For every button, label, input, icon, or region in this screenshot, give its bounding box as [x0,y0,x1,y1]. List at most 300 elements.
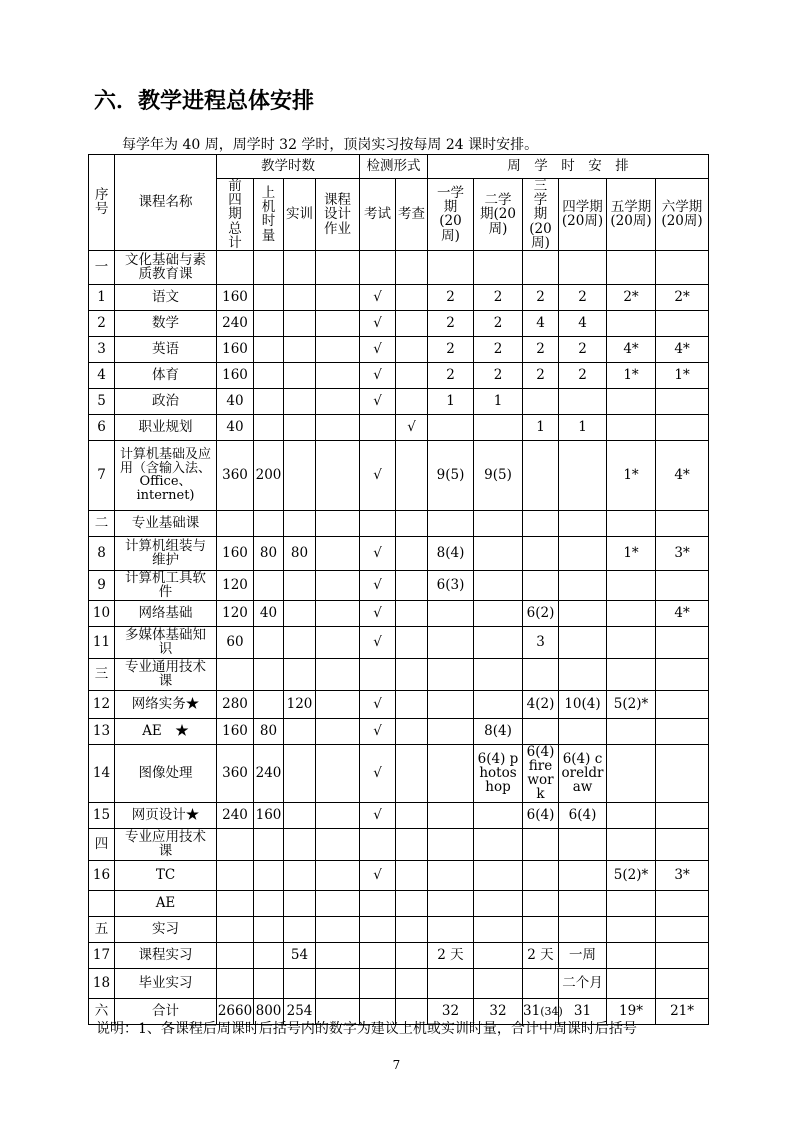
header-teaching-hours: 教学时数 [217,155,360,179]
cell-course-name: TC [115,860,217,890]
cell-value: 4 [523,310,559,336]
cell-value [474,658,523,690]
cell-value [284,744,316,802]
cell-course-name: 合计 [115,998,217,1024]
cell-value: 5(2)* [607,690,656,718]
cell-course-name: 图像处理 [115,744,217,802]
cell-value [396,336,428,362]
cell-value [254,968,284,998]
cell-seq: 二 [89,510,115,536]
cell-course-name: 体育 [115,362,217,388]
table-row [89,626,709,658]
cell-value [396,310,428,336]
cell-value [396,570,428,600]
cell-value [428,860,474,890]
cell-value [428,600,474,626]
cell-value: √ [396,414,428,440]
cell-value [428,510,474,536]
cell-value [396,718,428,744]
cell-value [284,440,316,510]
cell-value: √ [360,284,396,310]
cell-value [360,828,396,860]
cell-value: 6(2) [523,600,559,626]
cell-value [316,690,360,718]
cell-value [523,536,559,570]
cell-seq [89,890,115,916]
cell-value [428,802,474,828]
cell-value [396,828,428,860]
cell-course-name: 毕业实习 [115,968,217,998]
cell-value: 40 [217,414,254,440]
cell-value [217,250,254,284]
cell-value [656,510,709,536]
cell-value [396,284,428,310]
cell-value: 4(2) [523,690,559,718]
cell-value: 360 [217,440,254,510]
cell-value: √ [360,860,396,890]
cell-value: 240 [217,310,254,336]
cell-value [559,916,607,942]
cell-course-name: 专业通用技术课 [115,658,217,690]
cell-value [428,690,474,718]
cell-value [607,744,656,802]
cell-value [656,828,709,860]
cell-value [607,510,656,536]
cell-value [254,916,284,942]
cell-value: 3* [656,860,709,890]
cell-value: 160 [217,362,254,388]
cell-value [284,860,316,890]
cell-value [360,942,396,968]
cell-value [607,968,656,998]
cell-value [607,658,656,690]
cell-value [428,744,474,802]
cell-value [316,942,360,968]
cell-value [254,890,284,916]
table-row [89,336,709,362]
table-row [89,942,709,968]
cell-seq: 2 [89,310,115,336]
cell-value [523,718,559,744]
cell-value: 40 [254,600,284,626]
cell-value: 9(5) [428,440,474,510]
cell-value [523,570,559,600]
table-row [89,860,709,890]
cell-course-name: 英语 [115,336,217,362]
cell-value [607,802,656,828]
header-exam-form: 检测形式 [360,155,428,179]
cell-course-name: 课程实习 [115,942,217,968]
cell-value: 360 [217,744,254,802]
cell-value: 2 [428,284,474,310]
cell-value [316,284,360,310]
cell-seq: 6 [89,414,115,440]
cell-value [316,510,360,536]
cell-seq: 3 [89,336,115,362]
cell-value: 6(4) firework [523,744,559,802]
cell-value [559,658,607,690]
cell-value: 4* [656,336,709,362]
table-row [89,690,709,718]
header-practice: 实训 [284,179,316,251]
cell-value [284,310,316,336]
cell-value [474,600,523,626]
cell-value [656,718,709,744]
cell-value [396,250,428,284]
cell-value [316,600,360,626]
header-weekly-hours: 周 学 时 安 排 [428,155,709,179]
cell-value [316,250,360,284]
cell-value [316,440,360,510]
cell-value: 254 [284,998,316,1024]
cell-value [254,626,284,658]
cell-value [428,718,474,744]
cell-value: 3* [656,536,709,570]
cell-value [254,658,284,690]
cell-value [607,310,656,336]
cell-value [607,828,656,860]
cell-value: √ [360,718,396,744]
header-term-5: 五学期(20周) [607,179,656,251]
cell-seq: 12 [89,690,115,718]
cell-seq: 六 [89,998,115,1024]
cell-value [656,250,709,284]
cell-value [316,310,360,336]
cell-value [217,968,254,998]
cell-value: 160 [254,802,284,828]
table-row [89,388,709,414]
cell-value: √ [360,744,396,802]
cell-value: 9(5) [474,440,523,510]
table-row [89,570,709,600]
table-row [89,890,709,916]
table-row [89,916,709,942]
cell-value [360,510,396,536]
cell-value [254,570,284,600]
cell-value [396,362,428,388]
cell-value: 54 [284,942,316,968]
cell-value [316,802,360,828]
cell-value [607,890,656,916]
cell-value: 6(4) [523,802,559,828]
cell-seq: 7 [89,440,115,510]
teaching-schedule-table [88,154,709,1025]
cell-seq: 13 [89,718,115,744]
cell-value [217,942,254,968]
table-row [89,414,709,440]
cell-value [559,440,607,510]
cell-value [284,284,316,310]
cell-value [396,968,428,998]
cell-value: √ [360,310,396,336]
table-row [89,744,709,802]
cell-value [656,890,709,916]
cell-seq: 三 [89,658,115,690]
header-term-2: 二学期(20周) [474,179,523,251]
cell-value: √ [360,570,396,600]
cell-value [559,626,607,658]
cell-value [284,658,316,690]
cell-value: 1 [523,414,559,440]
cell-value [607,942,656,968]
cell-value [316,362,360,388]
cell-value [474,414,523,440]
cell-course-name: 实习 [115,916,217,942]
cell-value [656,968,709,998]
cell-value [316,718,360,744]
cell-value [607,388,656,414]
header-check: 考查 [396,179,428,251]
cell-course-name: 计算机组装与维护 [115,536,217,570]
cell-value [523,968,559,998]
cell-value [284,336,316,362]
cell-value [559,600,607,626]
cell-value [474,626,523,658]
cell-value [656,802,709,828]
cell-seq: 一 [89,250,115,284]
cell-value [316,388,360,414]
cell-value: 2 [474,362,523,388]
cell-seq: 11 [89,626,115,658]
cell-value: 5(2)* [607,860,656,890]
cell-value [474,802,523,828]
cell-value [559,860,607,890]
cell-value: 160 [217,536,254,570]
cell-value [396,536,428,570]
cell-value [316,916,360,942]
table-row [89,828,709,860]
cell-value [396,860,428,890]
cell-value: √ [360,362,396,388]
cell-value: √ [360,440,396,510]
cell-value [360,414,396,440]
cell-value [656,570,709,600]
cell-value [316,536,360,570]
cell-value [254,860,284,890]
cell-course-name: AE [115,890,217,916]
cell-value: 1* [656,362,709,388]
cell-value: 1* [607,536,656,570]
cell-value [254,362,284,388]
cell-value [254,510,284,536]
cell-value-main: 31 [523,1002,541,1019]
page-number: 7 [392,1058,401,1072]
cell-value: 800 [254,998,284,1024]
cell-value: 160 [217,718,254,744]
cell-value: 2 [428,336,474,362]
cell-value [523,250,559,284]
cell-value: 120 [284,690,316,718]
cell-value: 一周 [559,942,607,968]
header-design: 课程设计作业 [316,179,360,251]
cell-value [316,336,360,362]
table-row [89,802,709,828]
header-seq: 序号 [89,155,115,251]
cell-course-name: 多媒体基础知识 [115,626,217,658]
cell-value [316,828,360,860]
cell-value: 4* [656,440,709,510]
cell-value [559,828,607,860]
cell-value [217,890,254,916]
cell-value [428,626,474,658]
cell-value [428,828,474,860]
cell-seq: 5 [89,388,115,414]
cell-value [360,890,396,916]
section-heading: 六．教学进程总体安排 [94,89,315,114]
header-course: 课程名称 [115,155,217,251]
header-term-1: 一学期(20周) [428,179,474,251]
cell-value [396,744,428,802]
cell-value: 10(4) [559,690,607,718]
cell-value [217,860,254,890]
cell-value: 80 [254,536,284,570]
cell-course-name: 政治 [115,388,217,414]
cell-value: 160 [217,336,254,362]
cell-value: 40 [217,388,254,414]
cell-value [474,860,523,890]
cell-value [360,916,396,942]
cell-value [656,690,709,718]
cell-value: 1* [607,440,656,510]
cell-course-name: 职业规划 [115,414,217,440]
cell-value [656,414,709,440]
cell-value [474,890,523,916]
footnote: 说明：1、各课程后周课时后括号内的数字为建议上机或实训时量，合计中周课时后括号 [96,1021,637,1037]
intro-text: 每学年为 40 周，周学时 32 学时，顶岗实习按每周 24 课时安排。 [122,137,539,153]
cell-value: 2* [607,284,656,310]
cell-value [396,658,428,690]
cell-course-name: 语文 [115,284,217,310]
cell-value [523,860,559,890]
cell-value: 200 [254,440,284,510]
cell-value: 240 [217,802,254,828]
cell-value [217,916,254,942]
table-row [89,250,709,284]
cell-seq: 4 [89,362,115,388]
cell-value [316,968,360,998]
cell-value: 21* [656,998,709,1024]
cell-value: 2 [523,362,559,388]
cell-value [284,890,316,916]
cell-seq: 四 [89,828,115,860]
cell-value [316,570,360,600]
cell-value: √ [360,388,396,414]
table-row [89,718,709,744]
cell-value: 1* [607,362,656,388]
table-row [89,600,709,626]
cell-value [217,658,254,690]
cell-value [428,916,474,942]
cell-value [607,414,656,440]
cell-course-name: 数学 [115,310,217,336]
cell-value [316,658,360,690]
cell-seq: 五 [89,916,115,942]
cell-value [523,510,559,536]
cell-value [559,890,607,916]
cell-value [284,626,316,658]
cell-seq: 14 [89,744,115,802]
cell-value [396,890,428,916]
cell-value [396,600,428,626]
cell-value [428,414,474,440]
cell-value [428,250,474,284]
header-computer-hours: 上机时量 [254,179,284,251]
cell-value [254,942,284,968]
cell-value [396,388,428,414]
cell-value [656,744,709,802]
cell-value [284,250,316,284]
cell-course-name: 网络基础 [115,600,217,626]
cell-value: 4 [559,310,607,336]
cell-value [559,570,607,600]
cell-value [474,828,523,860]
cell-value [254,388,284,414]
cell-value [607,250,656,284]
cell-value [428,968,474,998]
cell-value [559,718,607,744]
cell-value [474,968,523,998]
cell-value: 8(4) [474,718,523,744]
cell-value: 1 [559,414,607,440]
cell-value [607,600,656,626]
cell-value: √ [360,690,396,718]
cell-value: 4* [656,600,709,626]
cell-value: 二个月 [559,968,607,998]
cell-value: 2 [428,310,474,336]
header-term-4: 四学期(20周) [559,179,607,251]
cell-value [316,890,360,916]
cell-seq: 15 [89,802,115,828]
cell-value: 120 [217,570,254,600]
cell-value [474,250,523,284]
cell-value [559,388,607,414]
cell-value: 32 [474,998,523,1024]
cell-value: 2 天 [428,942,474,968]
cell-value [656,658,709,690]
cell-value [360,250,396,284]
cell-value: 280 [217,690,254,718]
cell-value [254,690,284,718]
table-row [89,440,709,510]
cell-value [474,942,523,968]
cell-value [396,916,428,942]
cell-course-name: 计算机基础及应用（含输入法、Office、internet) [115,440,217,510]
cell-value: √ [360,626,396,658]
cell-value [428,658,474,690]
table-row [89,362,709,388]
cell-value [559,510,607,536]
cell-value: 2 [474,310,523,336]
cell-value [396,942,428,968]
cell-value [523,916,559,942]
header-total: 前四期总计 [217,179,254,251]
cell-value: 2 [523,284,559,310]
cell-value [284,510,316,536]
cell-value: 2 [559,284,607,310]
cell-value: 2 天 [523,942,559,968]
cell-value [316,414,360,440]
cell-value [474,570,523,600]
cell-value [217,828,254,860]
cell-value [284,802,316,828]
cell-value [360,968,396,998]
cell-seq: 9 [89,570,115,600]
cell-value [428,890,474,916]
cell-value [656,626,709,658]
cell-value [284,414,316,440]
cell-value [474,536,523,570]
header-term-3: 三学期(20周) [523,179,559,251]
